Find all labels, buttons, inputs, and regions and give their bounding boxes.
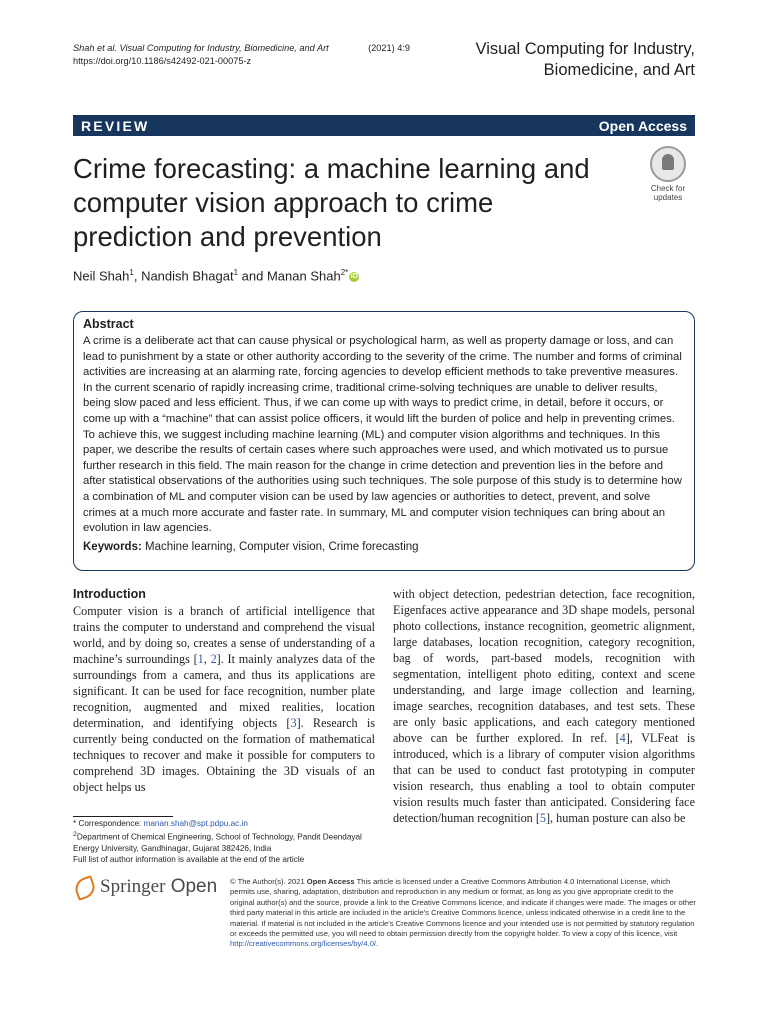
article-title: Crime forecasting: a machine learning and computer vision approach to crime prediction and prevention — [73, 153, 590, 252]
year-volume: (2021) 4:9 — [368, 43, 410, 53]
section-heading-introduction: Introduction — [73, 587, 146, 601]
open-access-label: Open Access — [598, 117, 687, 134]
reference-link[interactable]: 1 — [197, 652, 204, 666]
springer-horse-icon — [73, 876, 95, 898]
author-name[interactable]: Neil Shah — [73, 268, 130, 284]
body-column-right — [393, 586, 695, 826]
affiliation-text: Department of Chemical Engineering, School of Technology, Pandit Deendayal Energy University, Gandhinagar, Gujarat 382426, India — [73, 832, 362, 853]
abstract-box — [73, 311, 695, 571]
full-author-info-note: Full list of author information is available at the end of the article — [73, 854, 305, 864]
keywords-list: Machine learning, Computer vision, Crime forecasting — [141, 540, 419, 553]
author-list: Neil Shah$^1$, Nandish Bhagat$^1$ and Manan Shah$^{2*}$ iD — [73, 268, 358, 284]
author-affiliation: 1 — [129, 268, 134, 277]
author-affiliation: 2* — [340, 268, 349, 277]
abstract-heading: Abstract — [83, 317, 134, 331]
publisher-logo: Springer Open — [73, 876, 217, 898]
author-affiliation: 1 — [233, 268, 239, 277]
abstract-text: A crime is a deliberate act that can cause physical or psychological harm, as well as property damage or loss, and can lead to punishment by a state or other authority according to the severity of the crime. The number and forms of criminal activities are increasing at an alarming rate, forcing agencies to develop efficient methods to take preventive measures. In the current scenario of rapidly increasing crime, traditional crime-solving techniques are unable to deliver results, being slow paced and less efficient. Thus, if we can come up with ways to predict crime, in detail, before it occurs, or come up with a “machine” that can assist police officers, it would lift the burden of police and help in preventing crimes. To achieve this, we suggest including machine learning (ML) and computer vision algorithms and techniques. In this paper, we describe the results of certain cases where such approaches were used, and which motivated us to pursue further research in this field. The main reason for the change in crime detection and prevention lies in the before and after statistical observations of the authorities using such techniques. The sole purpose of this study is to determine how a combination of ML and computer vision can be used by law agencies or authorities to detect, prevent, and solve crimes at a much more accurate and faster rate. In summary, ML and computer vision techniques can bring about an evolution in law agencies. — [83, 335, 682, 535]
doi-link[interactable]: https://doi.org/10.1186/s42492-021-00075-z — [73, 56, 252, 66]
footnote-divider — [73, 816, 173, 817]
license-open-access: Open Access — [306, 877, 355, 886]
journal-name-line2: Biomedicine, and Art — [543, 61, 695, 79]
body-paragraph: Computer vision is a branch of artificial intelligence that trains the computer to understand and comprehend the visual world, and by doing so, creates a sense of understanding of a machine’s surroundings [1, 2]. It mainly analyzes data of the surroundings from a camera, and thus its applications are significant. It can be used for face recognition, number plate recognition, augmented and mixed realities, location determination, and identifying objects [3]. Research is currently being conducted on the formation of mathematical techniques to recover and make it possible for computers to comprehend 3D images. Obtaining the 3D visuals of an object helps us — [73, 604, 375, 794]
check-for-updates-button[interactable] — [640, 146, 696, 202]
correspondence-footnote: * Correspondence: manan.shah@spt.pdpu.ac.in $^2$Department of Chemical Engineering, School of Technology, Pandit Deendayal Energy University, Gandhinagar, Gujarat 382426, India Full list of author information is available at the end of the article — [73, 818, 373, 865]
license-url[interactable]: http://creativecommons.org/licenses/by/4.0/ — [230, 939, 377, 949]
article-type-banner — [73, 115, 695, 136]
author-name[interactable]: Nandish Bhagat — [141, 268, 234, 284]
article-type: REVIEW — [81, 117, 150, 134]
journal-name-line1: Visual Computing for Industry, — [475, 40, 695, 58]
correspondence-email[interactable]: manan.shah@spt.pdpu.ac.in — [143, 819, 248, 828]
check-updates-line2: updates — [653, 193, 683, 202]
reference-link[interactable]: 2 — [210, 652, 217, 666]
keywords-label: Keywords: — [83, 540, 142, 553]
running-header — [73, 42, 410, 68]
reference-link[interactable]: 5 — [539, 811, 546, 825]
journal-name — [476, 39, 696, 81]
reference-link[interactable]: 3 — [290, 716, 297, 730]
body-column-left — [73, 586, 375, 795]
citation-text: Shah et al. Visual Computing for Industry, Biomedicine, and Art — [73, 43, 329, 53]
author-name[interactable]: Manan Shah — [266, 268, 341, 284]
body-paragraph: with object detection, pedestrian detection, face recognition, Eigenfaces active appearance and 3D shape models, personal photo collections, instance recognition, geometric alignment, large databases, location recognition, category recognition, bag of words, part-based models, recognition with segmentation, intelligent photo editing, context and scene understanding, and large image collection and learning, image searches, recognition databases, and test sets. These are only basic applications, and each category mentioned above can be further explored. In ref. [4], VLFeat is introduced, which is a library of computer vision algorithms that can be used to conduct fast prototyping in computer vision research, thus enabling a tool to obtain computer vision results much faster than anticipated. Considering face detection/human recognition [5], human posture can also be — [393, 587, 695, 825]
keywords — [83, 540, 684, 556]
check-updates-icon — [650, 146, 686, 182]
orcid-icon[interactable]: iD — [350, 272, 358, 280]
check-updates-line1: Check for — [650, 184, 686, 193]
reference-link[interactable]: 4 — [619, 731, 626, 745]
license-statement: © The Author(s). 2021 Open Access This article is licensed under a Creative Commons Attribution 4.0 International License, which permits use, sharing, adaptation, distribution and reproduction in any medium or format, as long as you give appropriate credit to the original author(s) and the source, provide a link to the Creative Commons licence, and indicate if changes were made. The images or other third party material in this article are included in the article's Creative Commons licence, unless indicated otherwise in a credit line to the material. If material is not included in the article's Creative Commons licence and your intended use is not permitted by statutory regulation or exceeds the permitted use, you will need to obtain permission directly from the copyright holder. To view a copy of this licence, visit http://creativecommons.org/licenses/by/4.0/. — [230, 877, 696, 949]
